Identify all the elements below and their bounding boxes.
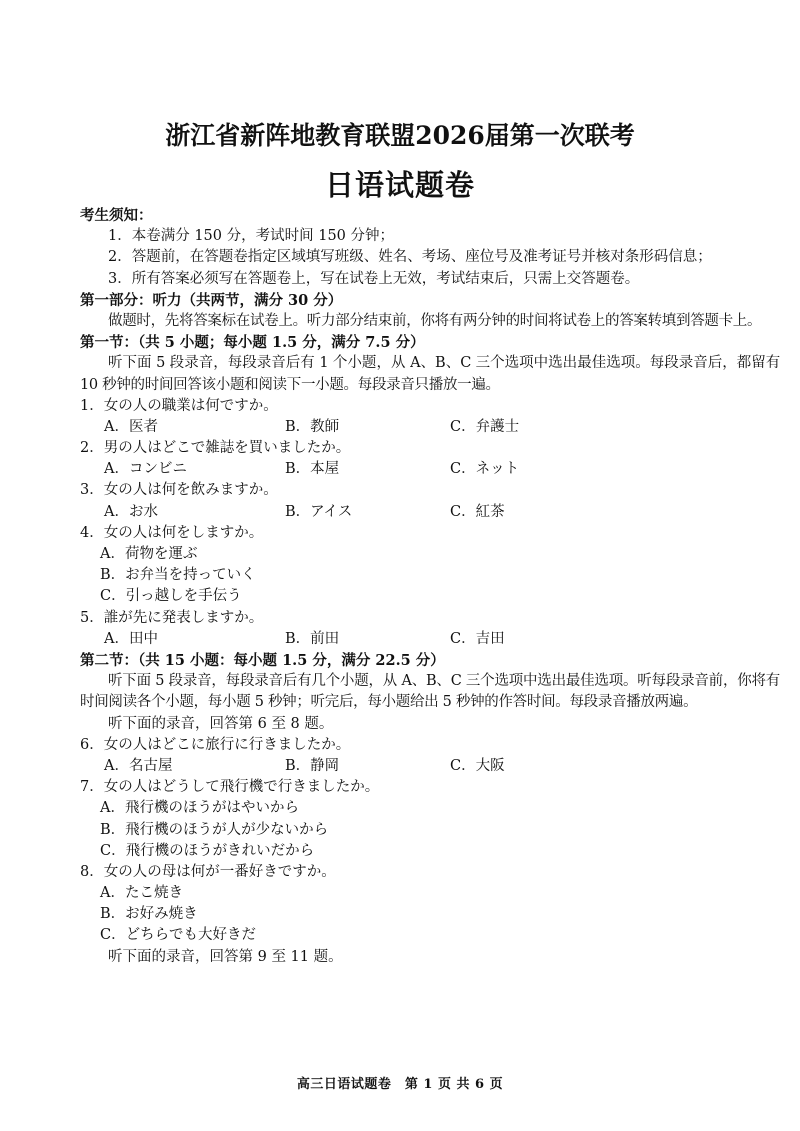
option-c: C．引っ越しを手伝う xyxy=(100,588,242,605)
option-c: C．吉田 xyxy=(450,630,505,647)
option-b: B．お好み焼き xyxy=(100,906,198,923)
part1-intro: 做题时，先将答案标在试卷上。听力部分结束前，你将有两分钟的时间将试卷上的答案转填到答题卡上。 xyxy=(108,312,762,329)
question-7: 7．女の人はどうして飛行機で行きましたか。 xyxy=(80,779,380,796)
option-c: C．どちらでも大好きだ xyxy=(100,927,256,944)
option-b: B．本屋 xyxy=(285,461,340,478)
option-b: B．教師 xyxy=(285,418,340,435)
question-6: 6．女の人はどこに旅行に行きましたか。 xyxy=(80,736,351,753)
notice-heading: 考生须知： xyxy=(80,207,153,224)
section1-intro: 听下面 5 段录音，每段录音后有 1 个小题，从 A、B、C 三个选项中选出最佳选项。每段录音后，都留有 10 秒钟的时间回答该小题和阅读下一小题。每段录音只播放一遍。 xyxy=(80,355,780,393)
exam-body xyxy=(80,205,780,968)
section2-intro: 听下面 5 段录音，每段录音后有几个小题，从 A、B、C 三个选项中选出最佳选项。听每段录音前，你将有时间阅读各个小题，每小题 5 秒钟；听完后，每小题给出 5 秒钟的作答时间。每段录音播放两遍。 xyxy=(80,673,780,711)
page-footer: 高三日语试题卷 第 1 页 共 6 页 xyxy=(296,1077,504,1092)
option-a: A．コンビニ xyxy=(104,461,187,478)
question-8: 8．女の人の母は何が一番好きですか。 xyxy=(80,863,336,880)
option-a: A．たこ焼き xyxy=(100,885,183,902)
option-c: C．飛行機のほうがきれいだから xyxy=(100,842,315,859)
option-a: A．医者 xyxy=(104,418,158,435)
question-4: 4．女の人は何をしますか。 xyxy=(80,524,264,541)
notice-item-1: 1．本卷满分 150 分，考试时间 150 分钟； xyxy=(108,228,395,245)
option-c: C．紅茶 xyxy=(450,503,505,520)
option-a: A．名古屋 xyxy=(104,757,173,774)
options-5 xyxy=(80,629,780,650)
option-b: B．お弁当を持っていく xyxy=(100,567,256,584)
options-1 xyxy=(80,417,780,438)
group-instruction-9-11: 听下面的录音，回答第 9 至 11 题。 xyxy=(108,948,343,965)
question-2: 2．男の人はどこで雑誌を買いましたか。 xyxy=(80,440,351,457)
question-5: 5．誰が先に発表しますか。 xyxy=(80,609,264,626)
options-3 xyxy=(80,502,780,523)
question-3: 3．女の人は何を飲みますか。 xyxy=(80,482,278,499)
section2-heading: 第二节：（共 15 小题：每小题 1.5 分，满分 22.5 分） xyxy=(80,651,445,669)
option-a: A．田中 xyxy=(104,630,158,647)
option-c: C．大阪 xyxy=(450,757,505,774)
option-a: A．荷物を運ぶ xyxy=(100,546,198,563)
group-instruction-6-8: 听下面的录音，回答第 6 至 8 题。 xyxy=(108,715,334,732)
notice-item-2: 2．答题前，在答题卷指定区域填写班级、姓名、考场、座位号及准考证号并核对条形码信息； xyxy=(108,249,712,266)
exam-subtitle: 日语试题卷 xyxy=(324,168,475,202)
exam-title: 浙江省新阵地教育联盟2026届第一次联考 xyxy=(165,121,635,150)
part1-heading: 第一部分：听力（共两节，满分 30 分） xyxy=(80,291,343,309)
option-b: B．静岡 xyxy=(285,757,340,774)
option-b: B．飛行機のほうが人が少ないから xyxy=(100,821,329,838)
option-b: B．アイス xyxy=(285,503,353,520)
notice-item-3: 3．所有答案必须写在答题卷上，写在试卷上无效，考试结束后，只需上交答题卷。 xyxy=(108,270,640,287)
section1-heading: 第一节：（共 5 小题；每小题 1.5 分，满分 7.5 分） xyxy=(80,334,425,352)
option-a: A．飛行機のほうがはやいから xyxy=(100,800,299,817)
option-c: C．弁護士 xyxy=(450,418,520,435)
options-2 xyxy=(80,459,780,480)
options-6 xyxy=(80,756,780,777)
option-c: C．ネット xyxy=(450,461,520,478)
option-b: B．前田 xyxy=(285,630,340,647)
question-1: 1．女の人の職業は何ですか。 xyxy=(80,397,278,414)
option-a: A．お水 xyxy=(104,503,158,520)
